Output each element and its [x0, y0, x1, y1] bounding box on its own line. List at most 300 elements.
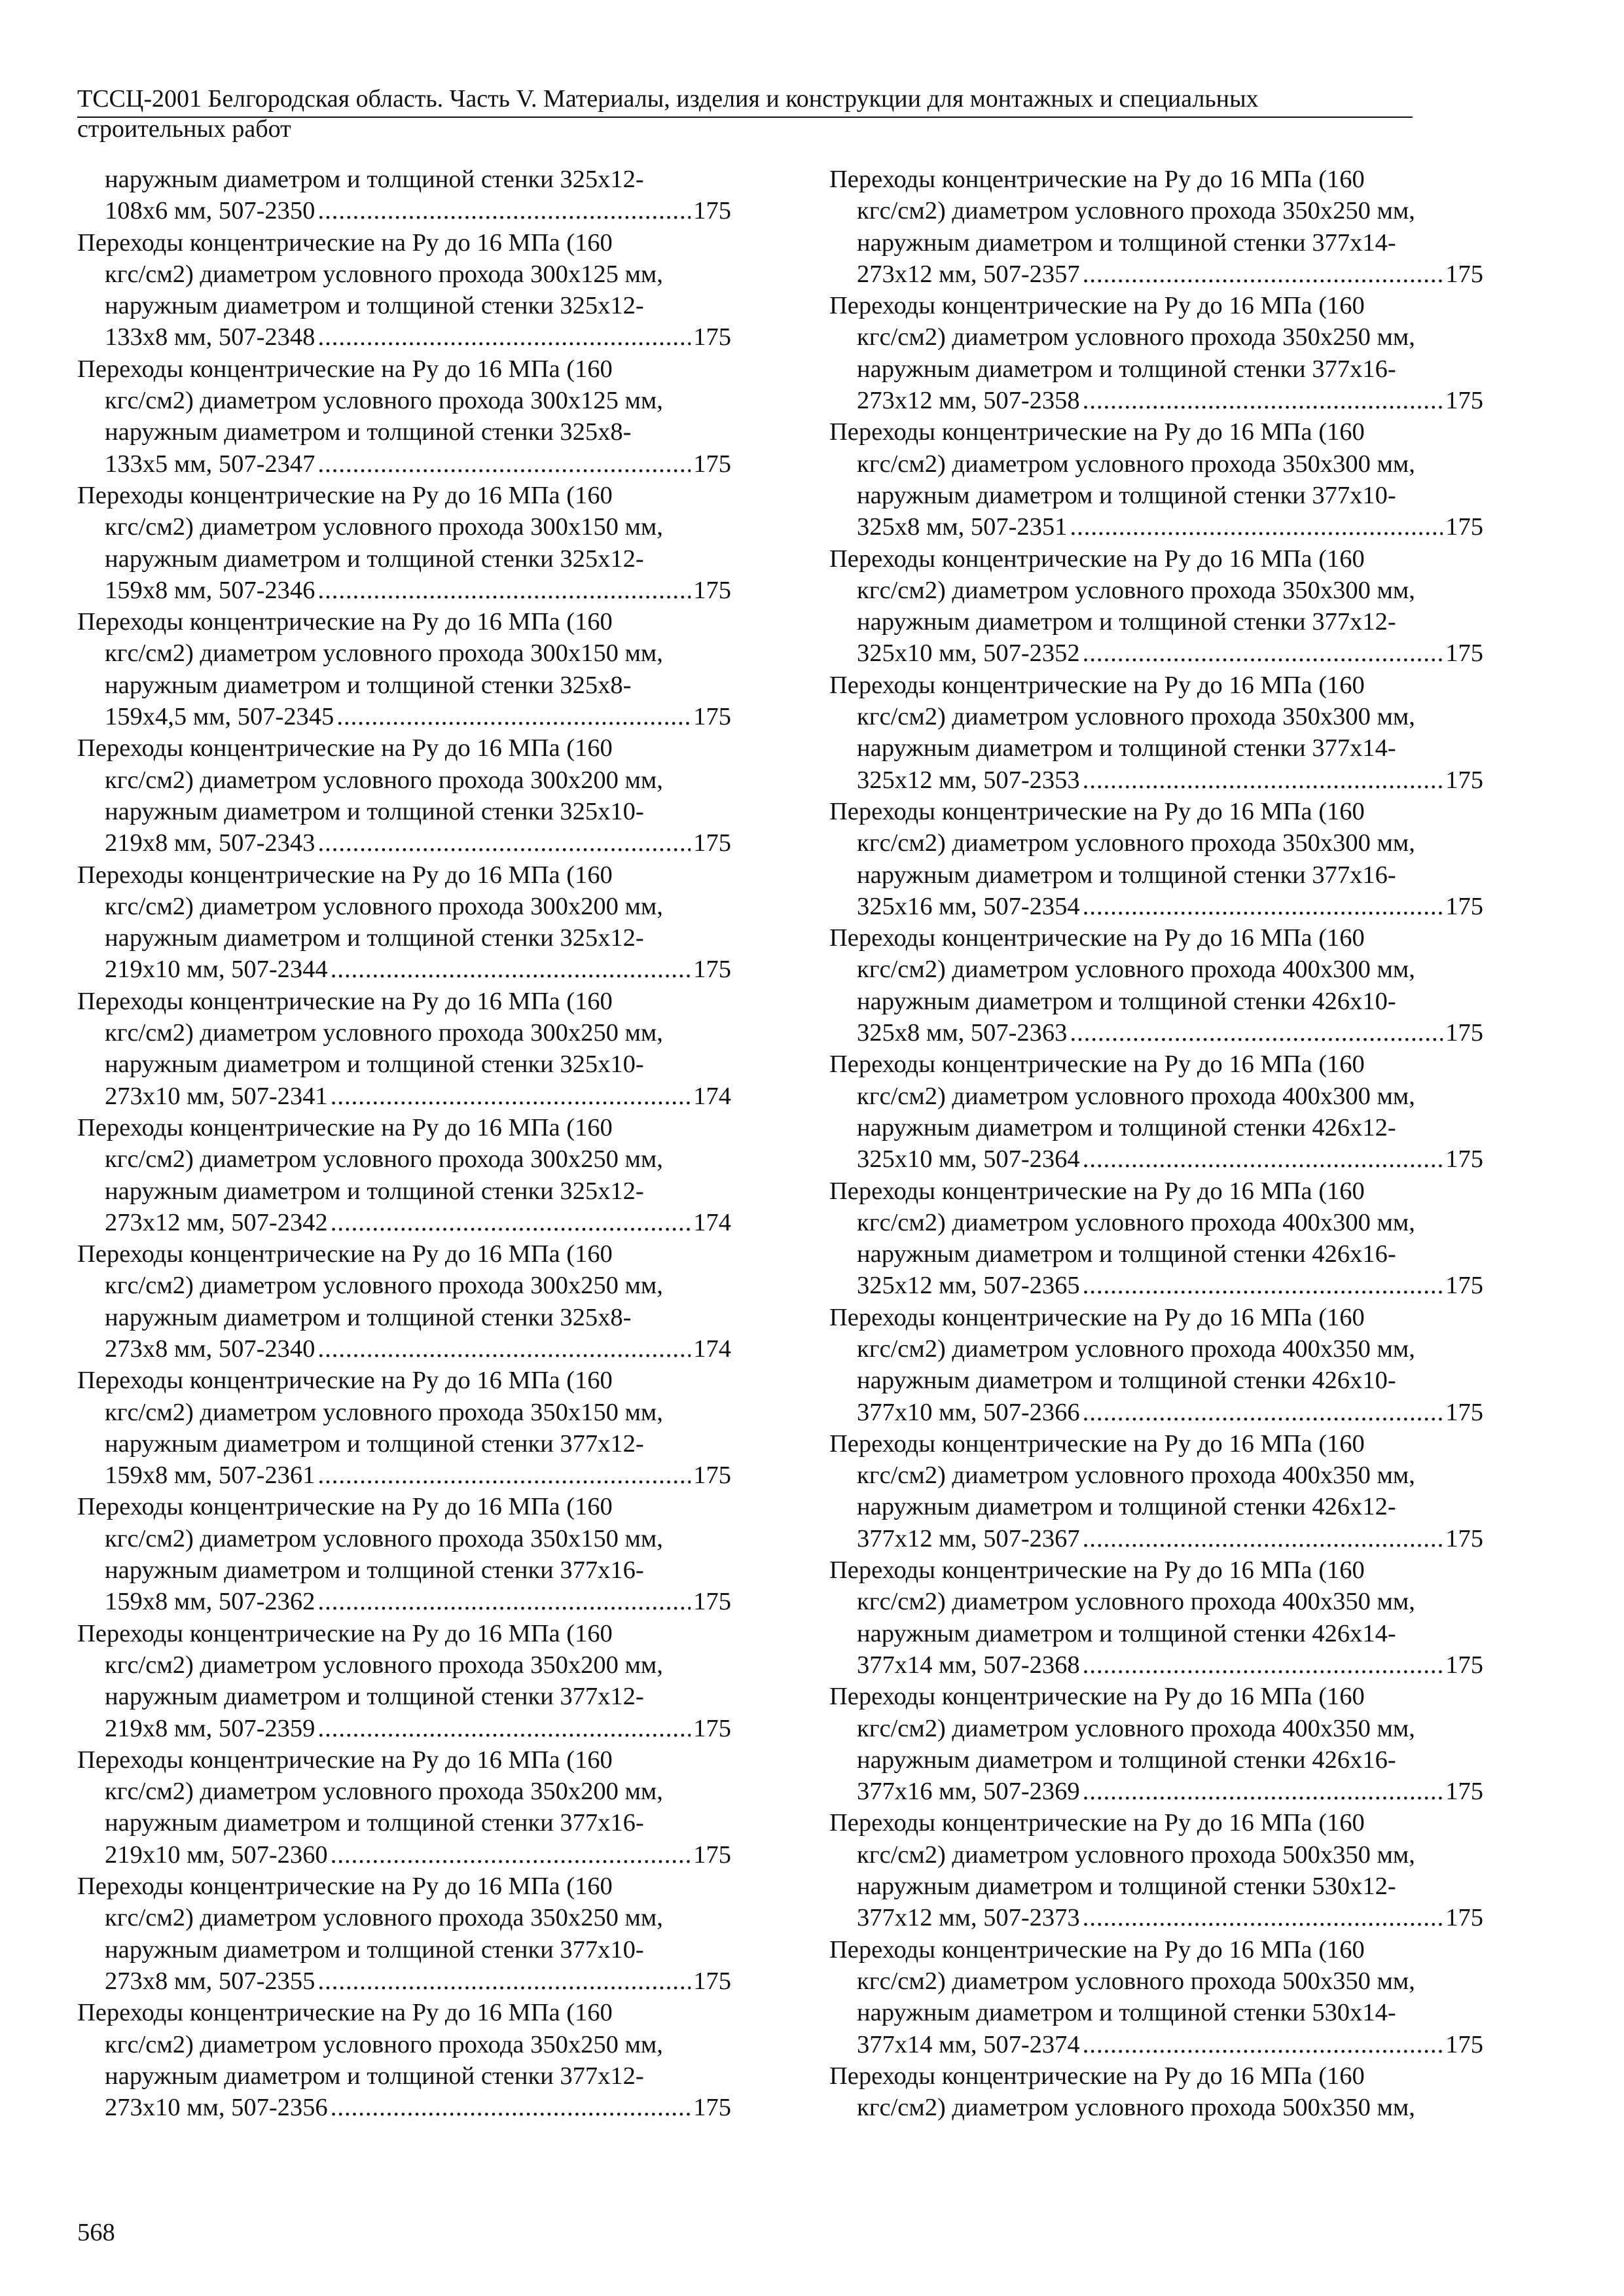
entry-text-line	[77, 1997, 731, 2028]
entry-text-line	[77, 637, 731, 669]
entry-text-line	[77, 227, 731, 259]
entry-text: Переходы концентрические на Ру до 16 МПа (160	[829, 671, 1365, 699]
entry-text: Переходы концентрические на Ру до 16 МПа (160	[829, 1303, 1365, 1331]
index-entry	[829, 1428, 1483, 1554]
index-entry	[77, 859, 731, 986]
entry-text: Переходы концентрические на Ру до 16 МПа (160	[829, 292, 1365, 320]
index-entry	[829, 670, 1483, 796]
dot-leader	[1083, 637, 1443, 669]
entry-text: наружным диаметром и толщиной стенки 426х10-	[857, 987, 1396, 1015]
entry-text: кгс/см2) диаметром условного прохода 400х350 мм,	[857, 1714, 1415, 1742]
entry-text: кгс/см2) диаметром условного прохода 500х350 мм,	[857, 1840, 1415, 1869]
entry-text: Переходы концентрические на Ру до 16 МПа (160	[829, 924, 1365, 952]
entry-final-line	[77, 827, 731, 859]
dot-leader	[1083, 1776, 1443, 1807]
entry-text-line	[77, 986, 731, 1017]
entry-text: Переходы концентрические на Ру до 16 МПа (160	[77, 1619, 613, 1647]
dot-leader	[1083, 1270, 1443, 1301]
entry-text-line	[829, 1049, 1483, 1080]
entry-page-number: 175	[1445, 260, 1483, 288]
entry-text: Переходы концентрические на Ру до 16 МПа (160	[77, 1367, 613, 1395]
entry-text: 377х12 мм, 507-2373	[857, 1904, 1080, 1932]
dot-leader	[1083, 1397, 1443, 1428]
entry-text: Переходы концентрические на Ру до 16 МПа (160	[77, 861, 613, 889]
entry-text-line	[829, 1681, 1483, 1712]
entry-text: Переходы концентрические на Ру до 16 МПа (160	[77, 1746, 613, 1774]
entry-text: наружным диаметром и толщиной стенки 377х12-	[857, 608, 1396, 636]
entry-text-line	[77, 1554, 731, 1586]
entry-page-number: 175	[693, 323, 731, 351]
dot-leader	[1083, 385, 1443, 416]
entry-text: 273х12 мм, 507-2358	[857, 387, 1080, 415]
entry-text-line	[829, 986, 1483, 1017]
entry-text: кгс/см2) диаметром условного прохода 350х250 мм,	[105, 1904, 663, 1932]
dot-leader	[317, 195, 691, 226]
entry-final-line	[829, 1397, 1483, 1428]
index-entry	[77, 1744, 731, 1871]
entry-text-line	[77, 1238, 731, 1270]
entry-text: 325х12 мм, 507-2353	[857, 766, 1080, 794]
entry-text: кгс/см2) диаметром условного прохода 350х200 мм,	[105, 1651, 663, 1679]
entry-text-line	[77, 1491, 731, 1522]
index-entry	[77, 480, 731, 606]
dot-leader	[317, 1713, 691, 1744]
entry-text-line	[829, 1238, 1483, 1270]
entry-text: кгс/см2) диаметром условного прохода 350х250 мм,	[857, 197, 1415, 225]
entry-text-line	[77, 2029, 731, 2060]
entry-text-line	[829, 290, 1483, 321]
entry-final-line	[77, 1333, 731, 1365]
entry-text-line	[77, 796, 731, 827]
entry-text-line	[77, 480, 731, 511]
entry-page-number: 175	[693, 1840, 731, 1869]
entry-final-line	[77, 1713, 731, 1744]
index-entry	[77, 1871, 731, 1997]
entry-text-line	[77, 1365, 731, 1396]
entry-text: кгс/см2) диаметром условного прохода 350х200 мм,	[105, 1778, 663, 1806]
entry-text-line	[77, 1934, 731, 1965]
entry-text: кгс/см2) диаметром условного прохода 300х250 мм,	[105, 1019, 663, 1047]
entry-text-line	[77, 1649, 731, 1681]
entry-text-line	[829, 859, 1483, 891]
entry-page-number: 175	[1445, 1651, 1483, 1679]
entry-text: наружным диаметром и толщиной стенки 426х14-	[857, 1619, 1396, 1647]
entry-page-number: 175	[693, 450, 731, 478]
entry-text: кгс/см2) диаметром условного прохода 350х150 мм,	[105, 1524, 663, 1552]
dot-leader	[1083, 2029, 1443, 2060]
entry-text: наружным диаметром и толщиной стенки 325х10-	[105, 797, 644, 825]
entry-page-number: 175	[1445, 1019, 1483, 1047]
entry-text: Переходы концентрические на Ру до 16 МПа (160	[829, 1556, 1365, 1585]
entry-text-line	[77, 1871, 731, 1902]
entry-text: 133х8 мм, 507-2348	[105, 323, 316, 351]
index-entry	[77, 732, 731, 859]
entry-final-line	[77, 1207, 731, 1238]
entry-page-number: 175	[1445, 892, 1483, 920]
entry-text-line	[829, 195, 1483, 226]
dot-leader	[317, 321, 691, 353]
index-entry	[77, 1112, 731, 1238]
index-entry	[77, 1365, 731, 1491]
entry-text: наружным диаметром и толщиной стенки 325х12-	[105, 545, 644, 573]
dot-leader	[317, 1333, 691, 1365]
entry-text: наружным диаметром и толщиной стенки 426х16-	[857, 1240, 1396, 1268]
index-entry	[829, 543, 1483, 670]
entry-text: кгс/см2) диаметром условного прохода 400х300 мм,	[857, 1208, 1415, 1236]
entry-final-line	[77, 2092, 731, 2123]
entry-text: 133х5 мм, 507-2347	[105, 450, 316, 478]
entry-page-number: 175	[1445, 1778, 1483, 1806]
entry-page-number: 175	[1445, 513, 1483, 541]
entry-text-line	[829, 1302, 1483, 1333]
entry-text: 325х12 мм, 507-2365	[857, 1272, 1080, 1300]
entry-text: 219х10 мм, 507-2360	[105, 1840, 328, 1869]
entry-text-line	[77, 891, 731, 922]
entry-final-line	[77, 321, 731, 353]
entry-text-line	[829, 1744, 1483, 1776]
index-entry	[829, 1934, 1483, 2060]
entry-final-line	[829, 511, 1483, 543]
entry-text-line	[829, 1554, 1483, 1586]
entry-text-line	[77, 1618, 731, 1649]
entry-text-line	[829, 2060, 1483, 2092]
dot-leader	[1083, 1523, 1443, 1554]
entry-text: наружным диаметром и толщиной стенки 377х14-	[857, 228, 1396, 257]
index-entry	[829, 164, 1483, 290]
entry-text-line	[829, 1081, 1483, 1112]
entry-text: 159х8 мм, 507-2346	[105, 576, 316, 604]
entry-text: кгс/см2) диаметром условного прохода 300х250 мм,	[105, 1145, 663, 1174]
entry-text-line	[77, 764, 731, 796]
entry-page-number: 175	[693, 1588, 731, 1616]
header-title-line-2: строительных работ	[77, 115, 291, 143]
entry-text-line	[829, 954, 1483, 985]
entry-text-line	[77, 606, 731, 637]
dot-leader	[1083, 1902, 1443, 1933]
entry-final-line	[77, 1965, 731, 1997]
entry-final-line	[829, 259, 1483, 290]
entry-text-line	[77, 164, 731, 195]
entry-text-line	[829, 1207, 1483, 1238]
entry-page-number: 175	[1445, 1904, 1483, 1932]
entry-text-line	[77, 511, 731, 543]
entry-text: Переходы концентрические на Ру до 16 МПа (160	[829, 797, 1365, 825]
entry-text-line	[77, 1744, 731, 1776]
entry-text: 273х12 мм, 507-2357	[857, 260, 1080, 288]
entry-final-line	[829, 1902, 1483, 1933]
entry-text: 377х14 мм, 507-2368	[857, 1651, 1080, 1679]
entry-text-line	[829, 1807, 1483, 1839]
entry-text: кгс/см2) диаметром условного прохода 400х300 мм,	[857, 1082, 1415, 1110]
entry-text-line	[77, 353, 731, 385]
entry-text-line	[77, 1302, 731, 1333]
entry-page-number: 175	[693, 1462, 731, 1490]
entry-page-number: 175	[693, 197, 731, 225]
entry-text: 273х10 мм, 507-2341	[105, 1082, 328, 1110]
entry-page-number: 175	[1445, 387, 1483, 415]
entry-text: кгс/см2) диаметром условного прохода 400х350 мм,	[857, 1462, 1415, 1490]
index-column-left	[77, 164, 731, 2123]
index-entry	[829, 796, 1483, 922]
entry-text: наружным диаметром и толщиной стенки 377х12-	[105, 1683, 644, 1711]
entry-page-number: 175	[1445, 1398, 1483, 1426]
entry-text: наружным диаметром и толщиной стенки 325х12-	[105, 292, 644, 320]
dot-leader	[331, 954, 691, 985]
entry-text-line	[77, 416, 731, 448]
dot-leader	[1070, 1017, 1443, 1049]
entry-text-line	[77, 859, 731, 891]
entry-text: 219х8 мм, 507-2343	[105, 829, 316, 857]
entry-final-line	[829, 891, 1483, 922]
entry-final-line	[77, 954, 731, 985]
index-entry	[77, 353, 731, 480]
index-entry	[77, 1491, 731, 1617]
entry-page-number: 174	[693, 1082, 731, 1110]
entry-text-line	[829, 1491, 1483, 1522]
dot-leader	[1083, 1649, 1443, 1681]
entry-final-line	[829, 1017, 1483, 1049]
entry-text: 159х8 мм, 507-2362	[105, 1588, 316, 1616]
entry-text: 273х8 мм, 507-2355	[105, 1967, 316, 1995]
entry-text: Переходы концентрические на Ру до 16 МПа (160	[77, 1999, 613, 2027]
entry-final-line	[829, 1143, 1483, 1175]
entry-text: наружным диаметром и толщиной стенки 530х12-	[857, 1873, 1396, 1901]
entry-text-line	[829, 1428, 1483, 1460]
dot-leader	[1083, 1143, 1443, 1175]
entry-text-line	[77, 1143, 731, 1175]
entry-text: кгс/см2) диаметром условного прохода 500х350 мм,	[857, 1967, 1415, 1995]
entry-final-line	[77, 195, 731, 226]
entry-text-line	[829, 670, 1483, 701]
entry-text: наружным диаметром и толщиной стенки 325х10-	[105, 1050, 644, 1079]
entry-text: Переходы концентрические на Ру до 16 МПа (160	[77, 734, 613, 762]
entry-text: 377х16 мм, 507-2369	[857, 1778, 1080, 1806]
entry-final-line	[829, 2029, 1483, 2060]
entry-text: наружным диаметром и толщиной стенки 426х12-	[857, 1113, 1396, 1141]
entry-text: кгс/см2) диаметром условного прохода 350х300 мм,	[857, 450, 1415, 478]
entry-text-line	[77, 1112, 731, 1143]
entry-text: кгс/см2) диаметром условного прохода 350х300 мм,	[857, 703, 1415, 731]
entry-text-line	[77, 385, 731, 416]
entry-text-line	[829, 922, 1483, 954]
page-number: 568	[77, 2219, 115, 2246]
entry-text-line	[829, 1839, 1483, 1871]
entry-text: Переходы концентрические на Ру до 16 МПа (160	[77, 481, 613, 509]
entry-text: Переходы концентрические на Ру до 16 МПа (160	[77, 987, 613, 1015]
entry-text-line	[829, 321, 1483, 353]
entry-text: Переходы концентрические на Ру до 16 МПа (160	[829, 545, 1365, 573]
entry-page-number: 175	[1445, 1272, 1483, 1300]
entry-text-line	[77, 2060, 731, 2092]
entry-text: Переходы концентрические на Ру до 16 МПа (160	[829, 1177, 1365, 1205]
entry-text-line	[829, 1618, 1483, 1649]
entry-page-number: 175	[693, 1714, 731, 1742]
entry-text-line	[829, 480, 1483, 511]
entry-page-number: 175	[1445, 2030, 1483, 2058]
index-column-right	[829, 164, 1483, 2123]
index-entry	[77, 1618, 731, 1744]
entry-text-line	[77, 259, 731, 290]
index-entry	[77, 1997, 731, 2123]
entry-text: 377х14 мм, 507-2374	[857, 2030, 1080, 2058]
entry-text: Переходы концентрические на Ру до 16 МПа (160	[77, 608, 613, 636]
entry-text-line	[829, 227, 1483, 259]
entry-text-line	[77, 1807, 731, 1839]
entry-text: кгс/см2) диаметром условного прохода 300х125 мм,	[105, 260, 663, 288]
index-entry	[77, 227, 731, 353]
entry-text: Переходы концентрические на Ру до 16 МПа (160	[829, 1809, 1365, 1837]
entry-text: 273х10 мм, 507-2356	[105, 2094, 328, 2122]
entry-text-line	[829, 1871, 1483, 1902]
dot-leader	[1083, 259, 1443, 290]
dot-leader	[317, 448, 691, 480]
entry-page-number: 175	[1445, 1524, 1483, 1552]
index-entry	[829, 290, 1483, 416]
dot-leader	[1083, 891, 1443, 922]
entry-text: наружным диаметром и толщиной стенки 426х12-	[857, 1493, 1396, 1521]
entry-text: наружным диаметром и толщиной стенки 325х12-	[105, 166, 644, 193]
entry-text: наружным диаметром и толщиной стенки 325х8-	[105, 418, 632, 446]
entry-text-line	[829, 1997, 1483, 2028]
entry-final-line	[77, 1081, 731, 1112]
entry-page-number: 175	[693, 1967, 731, 1995]
entry-text: кгс/см2) диаметром условного прохода 350х250 мм,	[105, 2030, 663, 2058]
entry-text: 273х8 мм, 507-2340	[105, 1335, 316, 1363]
entry-text: наружным диаметром и толщиной стенки 426х10-	[857, 1367, 1396, 1395]
entry-text: 325х10 мм, 507-2364	[857, 1145, 1080, 1174]
entry-text: кгс/см2) диаметром условного прохода 350х300 мм,	[857, 829, 1415, 857]
entry-text: кгс/см2) диаметром условного прохода 400х350 мм,	[857, 1588, 1415, 1616]
entry-final-line	[829, 1649, 1483, 1681]
entry-text-line	[829, 1965, 1483, 1997]
dot-leader	[331, 1081, 691, 1112]
entry-text-line	[829, 1713, 1483, 1744]
entry-final-line	[77, 575, 731, 606]
entry-text: 108х6 мм, 507-2350	[105, 197, 316, 225]
entry-text: наружным диаметром и толщиной стенки 377х12-	[105, 2062, 644, 2090]
entry-text: наружным диаметром и толщиной стенки 325х8-	[105, 1303, 632, 1331]
entry-final-line	[829, 637, 1483, 669]
entry-final-line	[77, 1586, 731, 1617]
index-entry	[829, 1175, 1483, 1302]
entry-text: наружным диаметром и толщиной стенки 377х14-	[857, 734, 1396, 762]
entry-text: кгс/см2) диаметром условного прохода 300х125 мм,	[105, 387, 663, 415]
header-title-line-1: ТССЦ-2001 Белгородская область. Часть V. Материалы, изделия и конструкции для монтажных и специальных	[77, 85, 1259, 113]
entry-text: кгс/см2) диаметром условного прохода 400х350 мм,	[857, 1335, 1415, 1363]
entry-text: 325х8 мм, 507-2363	[857, 1019, 1068, 1047]
entry-text: наружным диаметром и толщиной стенки 325х12-	[105, 924, 644, 952]
entry-text: кгс/см2) диаметром условного прохода 300х250 мм,	[105, 1272, 663, 1300]
entry-page-number: 175	[693, 829, 731, 857]
entry-text: 325х10 мм, 507-2352	[857, 639, 1080, 668]
index-entry	[77, 164, 731, 227]
entry-final-line	[829, 764, 1483, 796]
entry-text: Переходы концентрические на Ру до 16 МПа (160	[829, 1429, 1365, 1458]
entry-text-line	[829, 448, 1483, 480]
entry-text-line	[77, 1681, 731, 1712]
entry-text: Переходы концентрические на Ру до 16 МПа (160	[829, 1683, 1365, 1711]
entry-text-line	[829, 353, 1483, 385]
entry-page-number: 174	[693, 1208, 731, 1236]
entry-text-line	[77, 922, 731, 954]
entry-text: наружным диаметром и толщиной стенки 530х14-	[857, 1999, 1396, 2027]
entry-text-line	[829, 164, 1483, 195]
entry-text: наружным диаметром и толщиной стенки 325х12-	[105, 1177, 644, 1205]
entry-text: кгс/см2) диаметром условного прохода 350х300 мм,	[857, 576, 1415, 604]
entry-text: наружным диаметром и толщиной стенки 377х16-	[105, 1556, 644, 1585]
index-entry	[829, 1049, 1483, 1175]
entry-text-line	[77, 1397, 731, 1428]
entry-text-line	[829, 796, 1483, 827]
entry-text: наружным диаметром и толщиной стенки 377х12-	[105, 1429, 644, 1458]
entry-text: Переходы концентрические на Ру до 16 МПа (160	[829, 418, 1365, 446]
entry-text-line	[829, 1586, 1483, 1617]
entry-page-number: 175	[693, 2094, 731, 2122]
entry-text: кгс/см2) диаметром условного прохода 300х200 мм,	[105, 766, 663, 794]
dot-leader	[317, 1460, 691, 1491]
entry-text-line	[829, 701, 1483, 732]
entry-text: Переходы концентрические на Ру до 16 МПа (160	[829, 2062, 1365, 2090]
entry-text-line	[829, 1460, 1483, 1491]
entry-text: 159х8 мм, 507-2361	[105, 1462, 316, 1490]
entry-text-line	[829, 2092, 1483, 2123]
entry-text-line	[829, 606, 1483, 637]
entry-text: Переходы концентрические на Ру до 16 МПа (160	[829, 1935, 1365, 1964]
entry-text: Переходы концентрические на Ру до 16 МПа (160	[77, 1493, 613, 1521]
entry-text-line	[77, 1776, 731, 1807]
dot-leader	[331, 1839, 691, 1871]
entry-text: 219х8 мм, 507-2359	[105, 1714, 316, 1742]
index-entry	[829, 2060, 1483, 2124]
index-entry	[77, 1238, 731, 1365]
entry-text: кгс/см2) диаметром условного прохода 350х150 мм,	[105, 1398, 663, 1426]
entry-text-line	[77, 670, 731, 701]
dot-leader	[336, 701, 691, 732]
entry-page-number: 175	[1445, 766, 1483, 794]
entry-text: кгс/см2) диаметром условного прохода 500х350 мм,	[857, 2094, 1415, 2122]
dot-leader	[317, 575, 691, 606]
entry-text: 159х4,5 мм, 507-2345	[105, 703, 334, 731]
entry-final-line	[829, 1270, 1483, 1301]
entry-text-line	[77, 290, 731, 321]
entry-text-line	[77, 1270, 731, 1301]
entry-text: наружным диаметром и толщиной стенки 325х8-	[105, 671, 632, 699]
dot-leader	[317, 1586, 691, 1617]
index-entry	[829, 1554, 1483, 1681]
entry-text-line	[829, 732, 1483, 764]
entry-final-line	[77, 1460, 731, 1491]
entry-final-line	[77, 448, 731, 480]
entry-text: Переходы концентрические на Ру до 16 МПа (160	[77, 1113, 613, 1141]
entry-text: наружным диаметром и толщиной стенки 377х16-	[857, 861, 1396, 889]
entry-text-line	[77, 1175, 731, 1207]
entry-page-number: 174	[693, 1335, 731, 1363]
entry-text-line	[829, 1365, 1483, 1396]
entry-text: наружным диаметром и толщиной стенки 377х16-	[857, 355, 1396, 383]
index-entry	[77, 986, 731, 1112]
entry-text-line	[77, 1428, 731, 1460]
index-entry	[829, 1681, 1483, 1807]
index-entry	[829, 416, 1483, 543]
entry-final-line	[829, 1776, 1483, 1807]
entry-text: Переходы концентрические на Ру до 16 МПа (160	[77, 228, 613, 257]
index-entry	[829, 922, 1483, 1049]
entry-page-number: 175	[1445, 639, 1483, 668]
dot-leader	[317, 827, 691, 859]
entry-text: наружным диаметром и толщиной стенки 377х10-	[105, 1935, 644, 1964]
dot-leader	[1070, 511, 1443, 543]
entry-text: 273х12 мм, 507-2342	[105, 1208, 328, 1236]
